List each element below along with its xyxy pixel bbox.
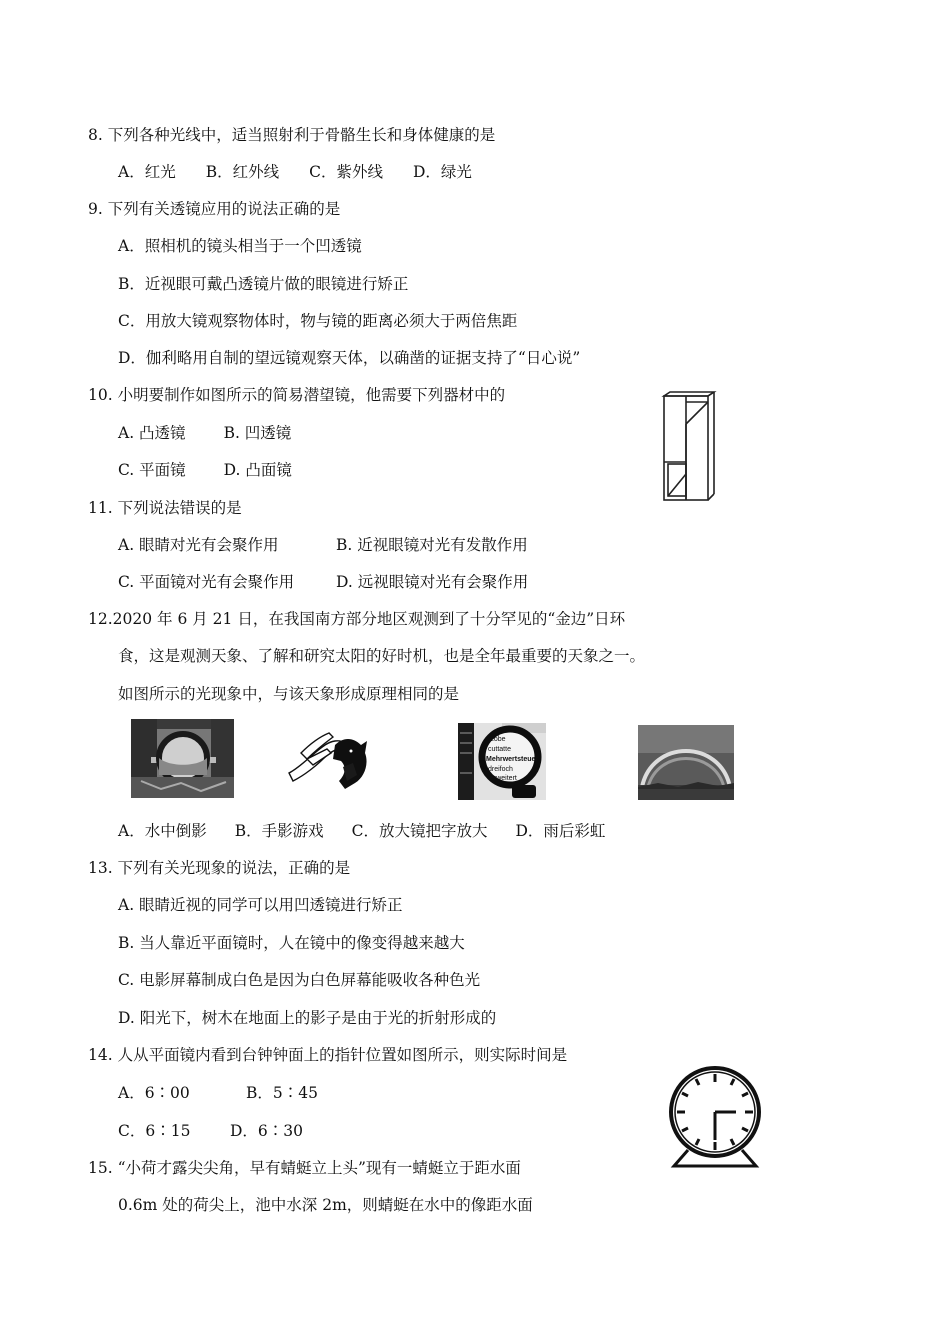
option-10c: C. 平面镜 <box>118 461 186 479</box>
question-10-stem: 10. 小明要制作如图所示的简易潜望镜，他需要下列器材中的 <box>88 386 506 404</box>
question-9-stem: 9. 下列有关透镜应用的说法正确的是 <box>88 200 341 218</box>
option-10a: A. 凸透镜 <box>118 424 186 442</box>
question-8-options <box>118 161 472 183</box>
mirror-clock-figure <box>664 1062 766 1172</box>
option-14a: A．6∶00 <box>118 1084 190 1102</box>
option-12b: B．手影游戏 <box>234 822 324 840</box>
option-8d: D．绿光 <box>412 163 472 181</box>
option-14c: C．6∶15 <box>118 1122 191 1140</box>
option-12d: D．雨后彩虹 <box>515 822 606 840</box>
question-11-options-row2 <box>118 571 528 593</box>
option-14d: D．6∶30 <box>230 1122 304 1140</box>
question-14-stem: 14. 人从平面镜内看到台钟钟面上的指针位置如图所示，则实际时间是 <box>88 1046 568 1064</box>
reflection-photo <box>131 719 234 798</box>
option-11a: A. 眼睛对光有会聚作用 <box>118 536 279 554</box>
option-13c: C. 电影屏幕制成白色是因为白色屏幕能吸收各种色光 <box>118 971 481 989</box>
option-13a: A. 眼睛近视的同学可以用凹透镜进行矫正 <box>118 896 403 914</box>
option-10b: B. 凹透镜 <box>223 424 292 442</box>
question-10-options-row2 <box>118 459 292 481</box>
magnified-word-4: dreifoch <box>488 766 513 773</box>
option-14b: B．5∶45 <box>246 1084 318 1102</box>
question-13-stem: 13. 下列有关光现象的说法，正确的是 <box>88 859 351 877</box>
question-11-stem: 11. 下列说法错误的是 <box>88 499 242 517</box>
hand-shadow-image <box>283 723 379 795</box>
option-13b: B. 当人靠近平面镜时，人在镜中的像变得越来越大 <box>118 934 465 952</box>
question-14-options-row1 <box>118 1082 318 1104</box>
option-11d: D. 远视眼镜对光有会聚作用 <box>336 573 529 591</box>
option-8b: B．红外线 <box>205 163 280 181</box>
option-11c: C. 平面镜对光有会聚作用 <box>118 573 295 591</box>
question-11-options-row1 <box>118 534 528 556</box>
option-13d: D. 阳光下，树木在地面上的影子是由于光的折射形成的 <box>118 1009 497 1027</box>
magnified-word-5: erweitert <box>490 775 517 782</box>
option-9d: D．伽利略用自制的望远镜观察天体，以确凿的证据支持了“日心说” <box>118 349 581 367</box>
question-12-options <box>118 820 605 842</box>
option-8a: A．红光 <box>118 163 176 181</box>
question-14-options-row2 <box>118 1120 303 1142</box>
option-9b: B．近视眼可戴凸透镜片做的眼镜进行矫正 <box>118 275 409 293</box>
question-12-stem-line2: 食，这是观测天象、了解和研究太阳的好时机，也是全年最重要的天象之一。 <box>118 647 646 665</box>
magnifier-image <box>458 723 546 800</box>
option-9c: C．用放大镜观察物体时，物与镜的距离必须大于两倍焦距 <box>118 312 518 330</box>
option-12a: A．水中倒影 <box>118 822 207 840</box>
question-15-stem-line2: 0.6m 处的荷尖上，池中水深 2m，则蜻蜓在水中的像距水面 <box>118 1196 533 1214</box>
question-8-stem: 8. 下列各种光线中，适当照射利于骨骼生长和身体健康的是 <box>88 126 496 144</box>
magnified-word-2: cuttatte <box>488 746 511 753</box>
option-11b: B. 近视眼镜对光有发散作用 <box>336 536 528 554</box>
option-10d: D. 凸面镜 <box>223 461 292 479</box>
periscope-figure <box>656 390 718 502</box>
question-15-stem-line1: 15. “小荷才露尖尖角，早有蜻蜓立上头”现有一蜻蜓立于距水面 <box>88 1159 521 1177</box>
magnified-word-3: Mehrwertsteuer <box>486 756 539 763</box>
question-12-stem-line1: 12.2020 年 6 月 21 日，在我国南方部分地区观测到了十分罕见的“金边”日环 <box>88 610 626 628</box>
magnified-word-1: Lobe <box>490 736 506 743</box>
rainbow-photo <box>638 725 734 800</box>
question-10-options-row1 <box>118 422 291 444</box>
option-9a: A．照相机的镜头相当于一个凹透镜 <box>118 237 362 255</box>
option-8c: C．紫外线 <box>309 163 383 181</box>
option-12c: C．放大镜把字放大 <box>351 822 488 840</box>
question-12-stem-line3: 如图所示的光现象中，与该天象形成原理相同的是 <box>118 685 460 703</box>
